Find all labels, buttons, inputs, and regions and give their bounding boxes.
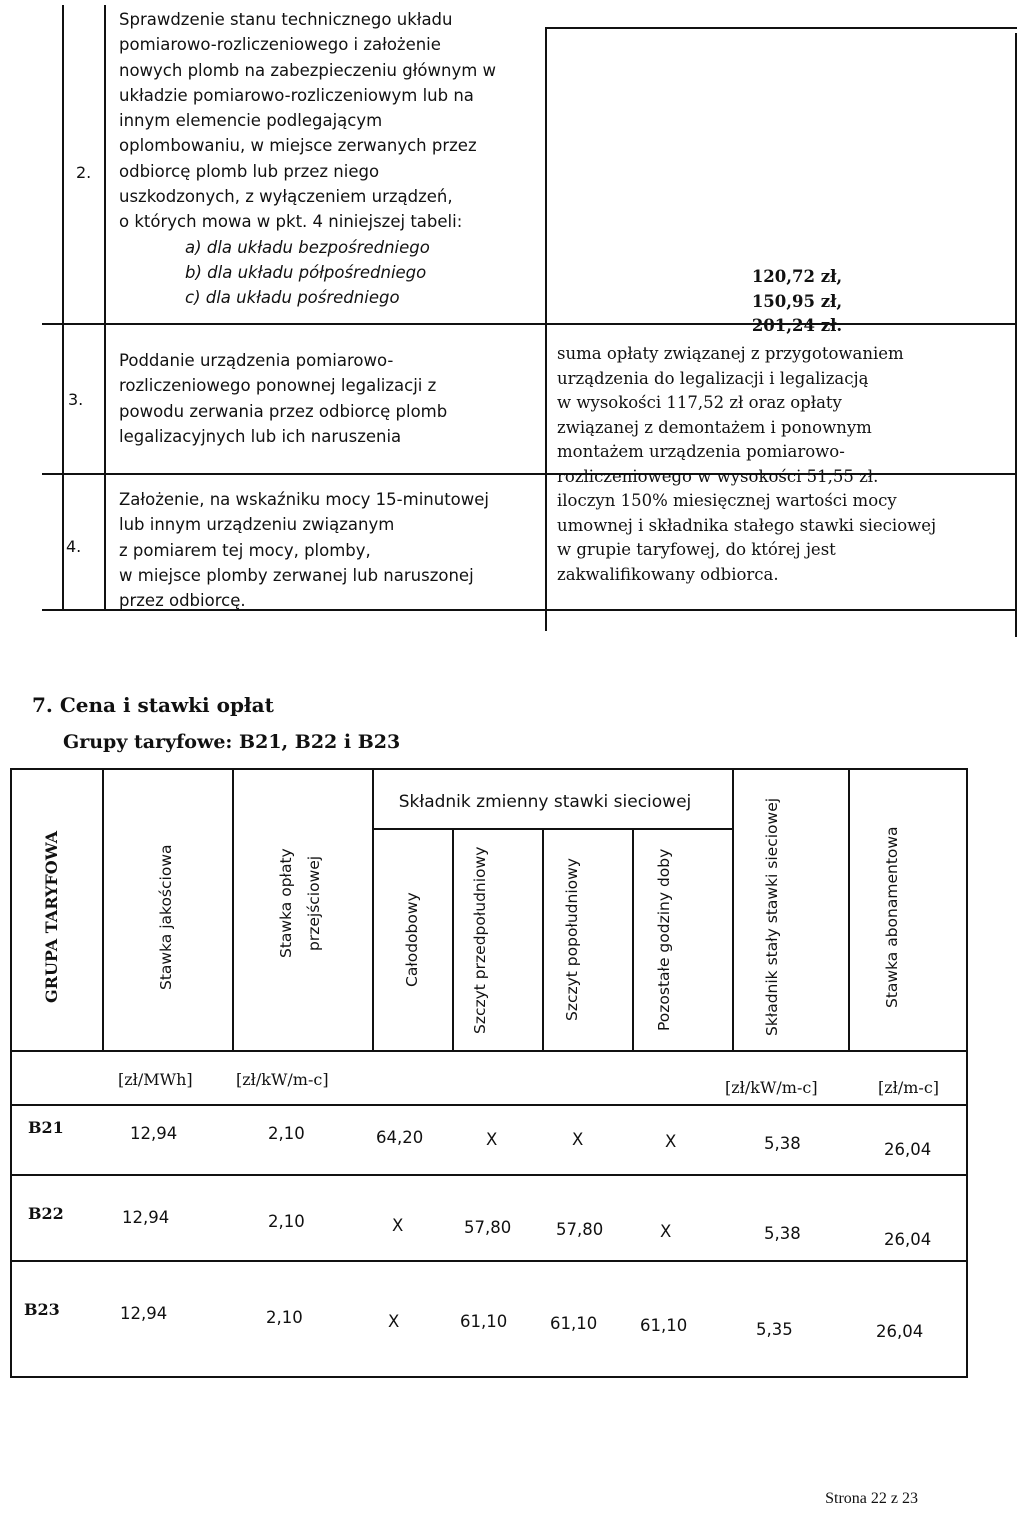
value-line: urządzenia do legalizacji i legalizacją	[557, 368, 869, 388]
table-border	[62, 5, 64, 609]
table-cell: 26,04	[876, 1322, 924, 1341]
description-line: odbiorcę plomb lub przez niego	[119, 161, 380, 181]
value-line: umownej i składnika stałego stawki sieciowej	[557, 515, 937, 535]
value-line: 120,72 zł,	[751, 267, 843, 286]
row-values	[557, 342, 904, 489]
description-line: układzie pomiarowo-rozliczeniowym lub na	[119, 85, 474, 105]
description-line: Poddanie urządzenia pomiarowo-	[119, 351, 394, 370]
column-header-quality-rate: Stawka jakościowa	[157, 844, 175, 990]
table-cell: 2,10	[266, 1308, 303, 1327]
table-cell: 5,38	[764, 1134, 801, 1153]
value-line: zakwalifikowany odbiorca.	[557, 564, 779, 584]
table-row-divider	[10, 1174, 968, 1176]
table-border	[10, 1376, 968, 1378]
table-cell: 26,04	[884, 1230, 932, 1249]
column-divider	[452, 830, 454, 1050]
description-line: pomiarowo-rozliczeniowego i założenie	[119, 35, 441, 55]
value-line: w grupie taryfowej, do której jest	[557, 540, 836, 559]
column-divider	[542, 830, 544, 1050]
table-divider	[104, 5, 106, 609]
table-cell: X	[392, 1216, 404, 1235]
row-values	[742, 265, 852, 339]
group-header-divider	[372, 828, 732, 830]
table-cell: X	[665, 1132, 677, 1151]
column-header-transition-fee: Stawka opłaty przejściowej	[277, 848, 323, 958]
value-line: 201,24 zł.	[751, 316, 843, 335]
fees-table	[62, 5, 1017, 630]
table-row-divider	[10, 1104, 968, 1106]
description-line: innym elemencie podlegającym	[119, 111, 383, 131]
sub-item: b) dla układu półpośredniego	[185, 262, 427, 282]
table-row-divider	[10, 1050, 968, 1052]
description-line: lub innym urządzeniu związanym	[119, 515, 395, 535]
description-line: uszkodzonych, z wyłączeniem urządzeń,	[119, 187, 453, 207]
table-cell: 2,10	[268, 1124, 305, 1143]
value-line: 150,95 zł,	[751, 291, 843, 311]
row-description	[119, 7, 496, 311]
unit-fixed: [zł/kW/m-c]	[725, 1078, 818, 1097]
column-divider	[632, 830, 634, 1050]
unit-subscription: [zł/m-c]	[878, 1078, 940, 1097]
column-header-morning-peak: Szczyt przedpołudniowy	[471, 846, 489, 1034]
description-line: o których mowa w pkt. 4 niniejszej tabeli:	[119, 212, 463, 232]
description-line: z pomiarem tej mocy, plomby,	[119, 540, 371, 560]
table-cell: 61,10	[640, 1316, 688, 1335]
column-header-other-hours: Pozostałe godziny doby	[655, 848, 673, 1032]
sub-item: a) dla układu bezpośredniego	[185, 237, 430, 257]
tariff-group-label: B22	[28, 1204, 64, 1223]
value-line: suma opłaty związanej z przygotowaniem	[557, 344, 904, 363]
table-cell: 57,80	[556, 1220, 604, 1239]
sub-item: c) dla układu pośredniego	[185, 288, 400, 308]
column-header-fixed-component: Składnik stały stawki sieciowej	[763, 797, 781, 1037]
column-divider	[232, 768, 234, 1050]
description-line: nowych plomb na zabezpieczeniu głównym w	[119, 60, 497, 80]
table-cell: 61,10	[460, 1312, 508, 1331]
table-cell: 26,04	[884, 1140, 932, 1159]
table-border	[547, 27, 1017, 29]
page-number: Strona 22 z 23	[825, 1490, 918, 1507]
tariff-group-label: B21	[28, 1118, 64, 1137]
table-border	[10, 768, 968, 770]
section-subtitle: Grupy taryfowe: B21, B22 i B23	[63, 731, 401, 753]
description-line: oplombowaniu, w miejsce zerwanych przez	[119, 136, 477, 156]
column-divider	[732, 768, 734, 1050]
table-cell: 5,38	[764, 1224, 801, 1243]
value-line: związanej z demontażem i ponownym	[557, 417, 872, 437]
table-divider	[545, 27, 547, 631]
table-border	[966, 768, 968, 1378]
description-line: rozliczeniowego ponownej legalizacji z	[119, 376, 437, 396]
table-border	[10, 768, 12, 1378]
description-line: przez odbiorcę.	[119, 591, 246, 611]
table-cell: 12,94	[130, 1124, 178, 1143]
tariff-table	[10, 768, 968, 1378]
description-line: Sprawdzenie stanu technicznego układu	[119, 10, 453, 29]
table-cell: 57,80	[464, 1218, 512, 1237]
table-cell: 61,10	[550, 1314, 598, 1333]
unit-quality: [zł/MWh]	[118, 1070, 193, 1089]
tariff-group-label: B23	[24, 1300, 60, 1319]
table-cell: X	[388, 1312, 400, 1331]
row-description	[119, 348, 447, 449]
unit-transition: [zł/kW/m-c]	[236, 1070, 329, 1089]
row-values	[557, 489, 936, 587]
row-description	[119, 487, 489, 613]
description-line: powodu zerwania przez odbiorcę plomb	[119, 401, 448, 421]
table-row-divider	[10, 1260, 968, 1262]
column-header-afternoon-peak: Szczyt popołudniowy	[563, 858, 581, 1022]
table-row-divider	[42, 323, 1017, 325]
table-cell: 12,94	[120, 1304, 168, 1323]
variable-component-header: Składnik zmienny stawki sieciowej	[398, 792, 692, 812]
column-header-tariff-group: GRUPA TARYFOWA	[42, 830, 61, 1004]
table-cell: 2,10	[268, 1212, 305, 1231]
table-cell: X	[486, 1130, 498, 1149]
row-number: 3.	[68, 390, 84, 409]
table-border	[1015, 33, 1017, 637]
value-line: rozliczeniowego w wysokości 51,55 zł.	[557, 466, 879, 486]
section-title: 7. Cena i stawki opłat	[32, 693, 274, 717]
description-line: Założenie, na wskaźniku mocy 15-minutowej	[119, 490, 489, 509]
table-cell: X	[660, 1222, 672, 1241]
column-header-all-day: Całodobowy	[403, 892, 421, 988]
value-line: iloczyn 150% miesięcznej wartości mocy	[557, 491, 897, 510]
value-line: montażem urządzenia pomiarowo-	[557, 442, 845, 461]
description-line: w miejsce plomby zerwanej lub naruszonej	[119, 565, 474, 585]
column-divider	[848, 768, 850, 1050]
table-cell: X	[572, 1130, 584, 1149]
row-number: 4.	[66, 537, 82, 556]
value-line: w wysokości 117,52 zł oraz opłaty	[557, 393, 842, 412]
table-cell: 12,94	[122, 1208, 170, 1227]
table-cell: 5,35	[756, 1320, 793, 1339]
row-number: 2.	[76, 163, 92, 182]
table-cell: 64,20	[376, 1128, 424, 1147]
description-line: legalizacyjnych lub ich naruszenia	[119, 426, 402, 446]
column-divider	[102, 768, 104, 1050]
column-header-subscription: Stawka abonamentowa	[883, 826, 901, 1008]
